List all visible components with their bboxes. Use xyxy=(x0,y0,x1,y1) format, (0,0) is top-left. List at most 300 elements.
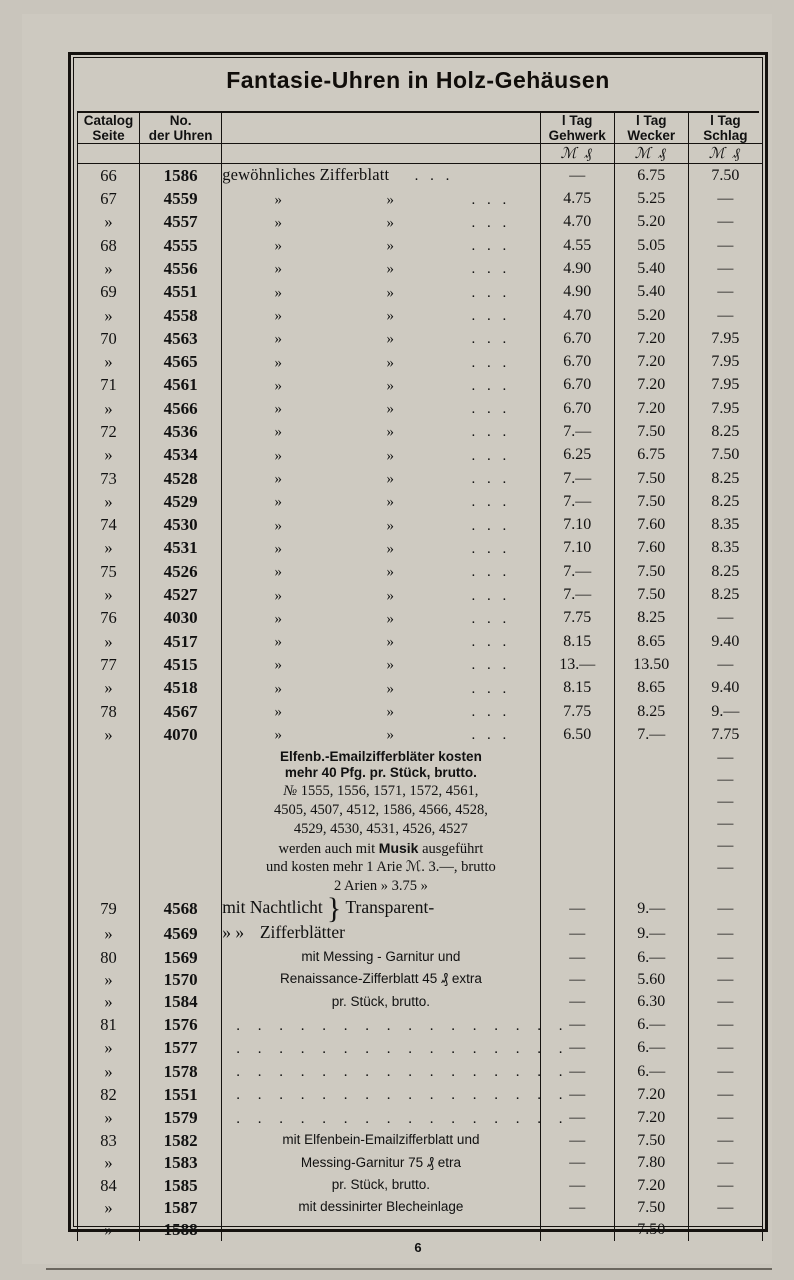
cell-catalog-page: » xyxy=(78,921,140,946)
cell-price-schlag: 7.95 xyxy=(688,374,762,397)
table-row xyxy=(78,211,763,234)
cell-description: . . . . . . . . . . . . . . . . xyxy=(222,1060,540,1083)
cell-price-wecker: 7.20 xyxy=(614,351,688,374)
cell-price-schlag: 7.95 xyxy=(688,397,762,420)
cell-description: . . . . . . . . . . . . . . . . xyxy=(222,1107,540,1130)
cell-price-gehwerk: 7.10 xyxy=(540,537,614,560)
cell-price-schlag: 7.50 xyxy=(688,444,762,467)
cell-price-gehwerk: 7.75 xyxy=(540,607,614,630)
table-row xyxy=(78,896,763,921)
cell-price-wecker: 5.60 xyxy=(614,969,688,991)
cell-clock-number: 4561 xyxy=(140,374,222,397)
cell-clock-number: 4531 xyxy=(140,537,222,560)
price-table xyxy=(77,113,763,1241)
cell-price-schlag: — xyxy=(688,921,762,946)
cell-catalog-page: » xyxy=(78,723,140,746)
cell-catalog-page: 83 xyxy=(78,1130,140,1152)
cell-clock-number: 1586 xyxy=(140,164,222,188)
cell-price-wecker: 6.— xyxy=(614,1014,688,1037)
cell-price-schlag: — xyxy=(688,991,762,1013)
cell-description: gewöhnliches Zifferblatt. . . xyxy=(222,164,540,188)
currency-blank-3 xyxy=(222,144,540,164)
table-row xyxy=(78,1014,763,1037)
cell-clock-number: 4515 xyxy=(140,653,222,676)
header-wecker xyxy=(614,113,688,144)
cell-description: mit Messing - Garnitur und xyxy=(222,947,540,969)
cell-description: . . . . . . . . . . . . . . . . xyxy=(222,1083,540,1106)
cell-catalog-page: » xyxy=(78,257,140,280)
cell-price-gehwerk: 6.50 xyxy=(540,723,614,746)
cell-catalog-page: » xyxy=(78,444,140,467)
cell-description: » » . . . xyxy=(222,584,540,607)
cell-price-wecker: 6.— xyxy=(614,947,688,969)
cell-price-schlag: 7.75 xyxy=(688,723,762,746)
cell-catalog-page: 67 xyxy=(78,188,140,211)
cell-catalog-page: 77 xyxy=(78,653,140,676)
table-row xyxy=(78,921,763,946)
cell-clock-number: 4566 xyxy=(140,397,222,420)
cell-price-wecker: 7.50 xyxy=(614,1130,688,1152)
cell-price-wecker: 7.20 xyxy=(614,1083,688,1106)
cell-description: » » . . . xyxy=(222,467,540,490)
cell-price-schlag: — xyxy=(688,304,762,327)
header-gehwerk-line1: l Tag xyxy=(561,113,593,128)
cell-clock-number: 1584 xyxy=(140,991,222,1013)
cell-description: » » . . . xyxy=(222,677,540,700)
header-number-line1: No. xyxy=(169,113,192,128)
cell-clock-number: 1551 xyxy=(140,1083,222,1106)
scanned-page xyxy=(22,14,772,1264)
currency-blank-2 xyxy=(140,144,222,164)
cell-price-wecker: 7.20 xyxy=(614,397,688,420)
cell-price-gehwerk: — xyxy=(540,1014,614,1037)
cell-price-gehwerk: 6.70 xyxy=(540,374,614,397)
cell-catalog-page: » xyxy=(78,1152,140,1174)
cell-description: pr. Stück, brutto. xyxy=(222,991,540,1013)
cell-price-schlag: 8.25 xyxy=(688,490,762,513)
cell-price-schlag: — xyxy=(688,969,762,991)
cell-price-wecker: 5.25 xyxy=(614,188,688,211)
cell-price-gehwerk: — xyxy=(540,1037,614,1060)
cell-catalog-page: 79 xyxy=(78,896,140,921)
table-row xyxy=(78,420,763,443)
cell-catalog-page: 73 xyxy=(78,467,140,490)
cell-price-gehwerk: — xyxy=(540,896,614,921)
cell-clock-number: 4529 xyxy=(140,490,222,513)
cell-clock-number: 4559 xyxy=(140,188,222,211)
header-wecker-line2: Wecker xyxy=(627,128,676,144)
cell-price-gehwerk: 7.10 xyxy=(540,514,614,537)
cell-price-schlag: 8.35 xyxy=(688,537,762,560)
cell-description: » » . . . xyxy=(222,211,540,234)
table-row xyxy=(78,1060,763,1083)
currency-schlag: ℳ ₰ xyxy=(688,144,762,164)
table-body xyxy=(78,164,763,1242)
table-row xyxy=(78,281,763,304)
cell-clock-number: 1576 xyxy=(140,1014,222,1037)
cell-description: » » . . . xyxy=(222,257,540,280)
cell-description: » » . . . xyxy=(222,653,540,676)
table-row xyxy=(78,1152,763,1174)
cell-description: » » . . . xyxy=(222,188,540,211)
cell-clock-number: 1570 xyxy=(140,969,222,991)
cell-price-wecker: 7.20 xyxy=(614,327,688,350)
cell-price-schlag: 8.25 xyxy=(688,467,762,490)
cell-price-gehwerk: — xyxy=(540,1130,614,1152)
cell-price-schlag: — xyxy=(688,1107,762,1130)
note-block xyxy=(222,747,540,897)
cell-catalog-page: 68 xyxy=(78,234,140,257)
cell-price-gehwerk: — xyxy=(540,1152,614,1174)
cell-clock-number: 4556 xyxy=(140,257,222,280)
cell-price-wecker: 6.— xyxy=(614,1037,688,1060)
cell-description: » » . . . xyxy=(222,560,540,583)
cell-price-gehwerk: 6.70 xyxy=(540,397,614,420)
cell-price-wecker: 6.75 xyxy=(614,164,688,188)
note-bold: Elfenb.-Emailzifferbläter kosten mehr 40 Pfg. pr. Stück, brutto. xyxy=(280,748,482,781)
cell-description xyxy=(222,1219,540,1241)
cell-price-schlag: — xyxy=(688,257,762,280)
cell-catalog-page: » xyxy=(78,677,140,700)
cell-catalog-page: » xyxy=(78,397,140,420)
cell-price-wecker: 7.20 xyxy=(614,1175,688,1197)
cell-price-schlag: — xyxy=(688,234,762,257)
cell-price-schlag: 9.40 xyxy=(688,630,762,653)
cell-description: » » . . . xyxy=(222,514,540,537)
cell-catalog-page: 78 xyxy=(78,700,140,723)
table-row xyxy=(78,1219,763,1241)
table-row xyxy=(78,969,763,991)
cell-catalog-page: » xyxy=(78,1219,140,1241)
cell-price-gehwerk: 4.75 xyxy=(540,188,614,211)
cell-price-wecker: 7.50 xyxy=(614,1197,688,1219)
cell-price-gehwerk: 7.— xyxy=(540,584,614,607)
cell-price-wecker: 6.— xyxy=(614,1060,688,1083)
table-row xyxy=(78,1107,763,1130)
table-row xyxy=(78,723,763,746)
cell-clock-number: 4568 xyxy=(140,896,222,921)
cell-price-wecker: 7.50 xyxy=(614,560,688,583)
cell-description: » » . . . xyxy=(222,607,540,630)
table-row xyxy=(78,164,763,188)
cell-price-schlag: — xyxy=(688,1175,762,1197)
cell-description: » » . . . xyxy=(222,304,540,327)
cell-price-wecker: 7.20 xyxy=(614,1107,688,1130)
table-row xyxy=(78,327,763,350)
table-row xyxy=(78,514,763,537)
cell-price-schlag: — xyxy=(688,1060,762,1083)
cell-clock-number: 1579 xyxy=(140,1107,222,1130)
cell-clock-number: 1587 xyxy=(140,1197,222,1219)
cell-price-gehwerk: 7.— xyxy=(540,467,614,490)
cell-price-gehwerk: — xyxy=(540,1083,614,1106)
currency-row xyxy=(78,144,763,164)
table-row xyxy=(78,1083,763,1106)
cell-price-wecker: 7.50 xyxy=(614,467,688,490)
cell-price-gehwerk: — xyxy=(540,991,614,1013)
table-row xyxy=(78,653,763,676)
cell-price-wecker: 7.60 xyxy=(614,514,688,537)
cell-description: Renaissance-Zifferblatt 45 ₰ extra xyxy=(222,969,540,991)
cell-clock-number: 1585 xyxy=(140,1175,222,1197)
bottom-edge-line xyxy=(46,1268,772,1270)
cell-price-schlag: 7.95 xyxy=(688,327,762,350)
cell-description: mit dessinirter Blecheinlage xyxy=(222,1197,540,1219)
table-row xyxy=(78,1130,763,1152)
cell-price-schlag: 9.— xyxy=(688,700,762,723)
page-title: Fantasie-Uhren in Holz-Gehäusen xyxy=(226,67,610,93)
cell-price-gehwerk: 4.55 xyxy=(540,234,614,257)
cell-catalog-page: » xyxy=(78,490,140,513)
cell-catalog-page: » xyxy=(78,351,140,374)
cell-price-schlag: — xyxy=(688,896,762,921)
table-row xyxy=(78,1197,763,1219)
table-row xyxy=(78,677,763,700)
header-number-line2: der Uhren xyxy=(148,128,213,144)
table-row xyxy=(78,537,763,560)
cell-price-gehwerk: 4.90 xyxy=(540,257,614,280)
cell-clock-number: 4070 xyxy=(140,723,222,746)
cell-price-gehwerk: — xyxy=(540,164,614,188)
cell-description: » » . . . xyxy=(222,537,540,560)
note-dash-schlag: — — — — — — xyxy=(688,747,762,897)
cell-clock-number: 4527 xyxy=(140,584,222,607)
cell-description: » » . . . xyxy=(222,374,540,397)
cell-price-gehwerk: — xyxy=(540,947,614,969)
cell-price-wecker: 7.50 xyxy=(614,490,688,513)
cell-description: » » . . . xyxy=(222,444,540,467)
note-number-blank xyxy=(140,747,222,897)
table-row xyxy=(78,351,763,374)
cell-catalog-page: » xyxy=(78,630,140,653)
cell-catalog-page: » xyxy=(78,1107,140,1130)
cell-price-wecker: 8.65 xyxy=(614,630,688,653)
price-table-frame xyxy=(68,52,768,1255)
table-row xyxy=(78,947,763,969)
header-schlag-line1: l Tag xyxy=(710,113,741,128)
cell-clock-number: 4528 xyxy=(140,467,222,490)
table-head xyxy=(78,113,763,164)
cell-description: » » . . . xyxy=(222,397,540,420)
currency-gehwerk: ℳ ₰ xyxy=(540,144,614,164)
cell-price-schlag: 8.25 xyxy=(688,584,762,607)
cell-catalog-page: » xyxy=(78,537,140,560)
cell-description: pr. Stück, brutto. xyxy=(222,1175,540,1197)
cell-price-schlag: — xyxy=(688,281,762,304)
cell-price-schlag: — xyxy=(688,607,762,630)
cell-clock-number: 4569 xyxy=(140,921,222,946)
cell-price-schlag: — xyxy=(688,1219,762,1241)
cell-price-schlag: — xyxy=(688,1014,762,1037)
cell-price-gehwerk: 8.15 xyxy=(540,677,614,700)
cell-description: mit Nachtlicht } Transparent- xyxy=(222,896,540,921)
page-number: 6 xyxy=(414,1240,422,1255)
note-row xyxy=(78,747,763,897)
cell-price-wecker: 5.20 xyxy=(614,211,688,234)
cell-catalog-page: » xyxy=(78,991,140,1013)
cell-price-gehwerk: 4.70 xyxy=(540,211,614,234)
cell-price-gehwerk: 7.— xyxy=(540,490,614,513)
cell-price-gehwerk: 13.— xyxy=(540,653,614,676)
cell-clock-number: 4518 xyxy=(140,677,222,700)
cell-clock-number: 1588 xyxy=(140,1219,222,1241)
cell-price-schlag: — xyxy=(688,1152,762,1174)
cell-price-gehwerk: — xyxy=(540,1219,614,1241)
table-row xyxy=(78,304,763,327)
cell-price-schlag: — xyxy=(688,947,762,969)
cell-description: » » . . . xyxy=(222,234,540,257)
cell-catalog-page: » xyxy=(78,1197,140,1219)
cell-price-wecker: 5.05 xyxy=(614,234,688,257)
cell-clock-number: 4563 xyxy=(140,327,222,350)
cell-catalog-page: » xyxy=(78,584,140,607)
table-row xyxy=(78,257,763,280)
cell-catalog-page: 66 xyxy=(78,164,140,188)
cell-clock-number: 4534 xyxy=(140,444,222,467)
cell-clock-number: 4517 xyxy=(140,630,222,653)
table-row xyxy=(78,234,763,257)
cell-description: » » Zifferblätter xyxy=(222,921,540,946)
cell-price-schlag: 7.95 xyxy=(688,351,762,374)
currency-wecker: ℳ ₰ xyxy=(614,144,688,164)
cell-catalog-page: 72 xyxy=(78,420,140,443)
cell-price-gehwerk: 8.15 xyxy=(540,630,614,653)
cell-catalog-page: 75 xyxy=(78,560,140,583)
table-row xyxy=(78,188,763,211)
table-row xyxy=(78,490,763,513)
header-row xyxy=(78,113,763,144)
cell-price-schlag: 8.35 xyxy=(688,514,762,537)
cell-description: . . . . . . . . . . . . . . . . xyxy=(222,1037,540,1060)
cell-price-wecker: 9.— xyxy=(614,896,688,921)
table-row xyxy=(78,374,763,397)
cell-price-schlag: 9.40 xyxy=(688,677,762,700)
cell-description: mit Elfenbein-Emailzifferblatt und xyxy=(222,1130,540,1152)
header-catalog-line2: Seite xyxy=(92,128,125,144)
table-row xyxy=(78,630,763,653)
cell-clock-number: 4567 xyxy=(140,700,222,723)
cell-price-wecker: 6.75 xyxy=(614,444,688,467)
cell-price-wecker: 8.25 xyxy=(614,607,688,630)
header-schlag-line2: Schlag xyxy=(703,128,748,144)
cell-clock-number: 4555 xyxy=(140,234,222,257)
cell-price-schlag: 7.50 xyxy=(688,164,762,188)
note-catalog-blank xyxy=(78,747,140,897)
cell-price-gehwerk: 7.— xyxy=(540,420,614,443)
table-row xyxy=(78,560,763,583)
cell-catalog-page: » xyxy=(78,304,140,327)
cell-description: » » . . . xyxy=(222,281,540,304)
cell-description: » » . . . xyxy=(222,630,540,653)
header-catalog-line1: Catalog xyxy=(83,113,134,128)
header-wecker-line1: l Tag xyxy=(636,113,667,128)
cell-price-wecker: 9.— xyxy=(614,921,688,946)
currency-blank-1 xyxy=(78,144,140,164)
header-gehwerk-line2: Gehwerk xyxy=(548,128,606,144)
cell-price-wecker: 5.40 xyxy=(614,257,688,280)
header-gehwerk xyxy=(540,113,614,144)
cell-catalog-page: 80 xyxy=(78,947,140,969)
cell-price-schlag: — xyxy=(688,1197,762,1219)
cell-description: » » . . . xyxy=(222,700,540,723)
cell-catalog-page: 84 xyxy=(78,1175,140,1197)
note-dash-wecker xyxy=(614,747,688,897)
cell-catalog-page: 74 xyxy=(78,514,140,537)
cell-clock-number: 1577 xyxy=(140,1037,222,1060)
cell-price-gehwerk: 4.90 xyxy=(540,281,614,304)
cell-price-gehwerk: 6.70 xyxy=(540,327,614,350)
cell-price-gehwerk: — xyxy=(540,1175,614,1197)
cell-price-gehwerk: 4.70 xyxy=(540,304,614,327)
cell-price-gehwerk: 6.25 xyxy=(540,444,614,467)
cell-price-wecker: 7.60 xyxy=(614,537,688,560)
cell-clock-number: 4557 xyxy=(140,211,222,234)
header-number xyxy=(140,113,222,144)
cell-price-gehwerk: — xyxy=(540,921,614,946)
cell-price-schlag: 8.25 xyxy=(688,560,762,583)
table-row xyxy=(78,1175,763,1197)
table-row xyxy=(78,444,763,467)
cell-clock-number: 1583 xyxy=(140,1152,222,1174)
cell-catalog-page: 71 xyxy=(78,374,140,397)
cell-price-schlag: — xyxy=(688,1037,762,1060)
cell-price-wecker: 13.50 xyxy=(614,653,688,676)
cell-price-wecker: 5.40 xyxy=(614,281,688,304)
cell-clock-number: 4030 xyxy=(140,607,222,630)
cell-clock-number: 1582 xyxy=(140,1130,222,1152)
cell-description: . . . . . . . . . . . . . . . . xyxy=(222,1014,540,1037)
cell-price-wecker: 7.20 xyxy=(614,374,688,397)
table-row xyxy=(78,397,763,420)
cell-catalog-page: » xyxy=(78,1060,140,1083)
cell-catalog-page: 70 xyxy=(78,327,140,350)
cell-price-wecker: 8.25 xyxy=(614,700,688,723)
cell-price-gehwerk: 6.70 xyxy=(540,351,614,374)
cell-price-gehwerk: 7.75 xyxy=(540,700,614,723)
cell-price-gehwerk: — xyxy=(540,1060,614,1083)
cell-catalog-page: » xyxy=(78,969,140,991)
cell-price-wecker: 7.50 xyxy=(614,1219,688,1241)
cell-clock-number: 1578 xyxy=(140,1060,222,1083)
cell-description: » » . . . xyxy=(222,490,540,513)
cell-description: » » . . . xyxy=(222,327,540,350)
header-catalog xyxy=(78,113,140,144)
cell-catalog-page: 76 xyxy=(78,607,140,630)
cell-catalog-page: 82 xyxy=(78,1083,140,1106)
table-row xyxy=(78,700,763,723)
cell-description: » » . . . xyxy=(222,351,540,374)
cell-price-gehwerk: 7.— xyxy=(540,560,614,583)
cell-price-schlag: — xyxy=(688,1083,762,1106)
table-row xyxy=(78,584,763,607)
table-row xyxy=(78,1037,763,1060)
cell-catalog-page: » xyxy=(78,211,140,234)
cell-catalog-page: 81 xyxy=(78,1014,140,1037)
cell-price-wecker: 7.— xyxy=(614,723,688,746)
header-schlag xyxy=(688,113,762,144)
cell-price-wecker: 8.65 xyxy=(614,677,688,700)
cell-price-gehwerk: — xyxy=(540,969,614,991)
cell-price-gehwerk: — xyxy=(540,1107,614,1130)
cell-price-wecker: 6.30 xyxy=(614,991,688,1013)
cell-clock-number: 4536 xyxy=(140,420,222,443)
cell-description: » » . . . xyxy=(222,723,540,746)
cell-price-schlag: — xyxy=(688,1130,762,1152)
cell-price-wecker: 7.50 xyxy=(614,420,688,443)
table-row xyxy=(78,607,763,630)
cell-clock-number: 1569 xyxy=(140,947,222,969)
note-list: № 1555, 1556, 1571, 1572, 4561, 4505, 4507, 4512, 1586, 4566, 4528, 4529, 4530, 4531, 4526, 4527 werden auch mit Musik ausgeführt und kosten mehr 1 Arie ℳ. 3.—, brutto 2 Arien » 3.75 » xyxy=(266,783,496,895)
